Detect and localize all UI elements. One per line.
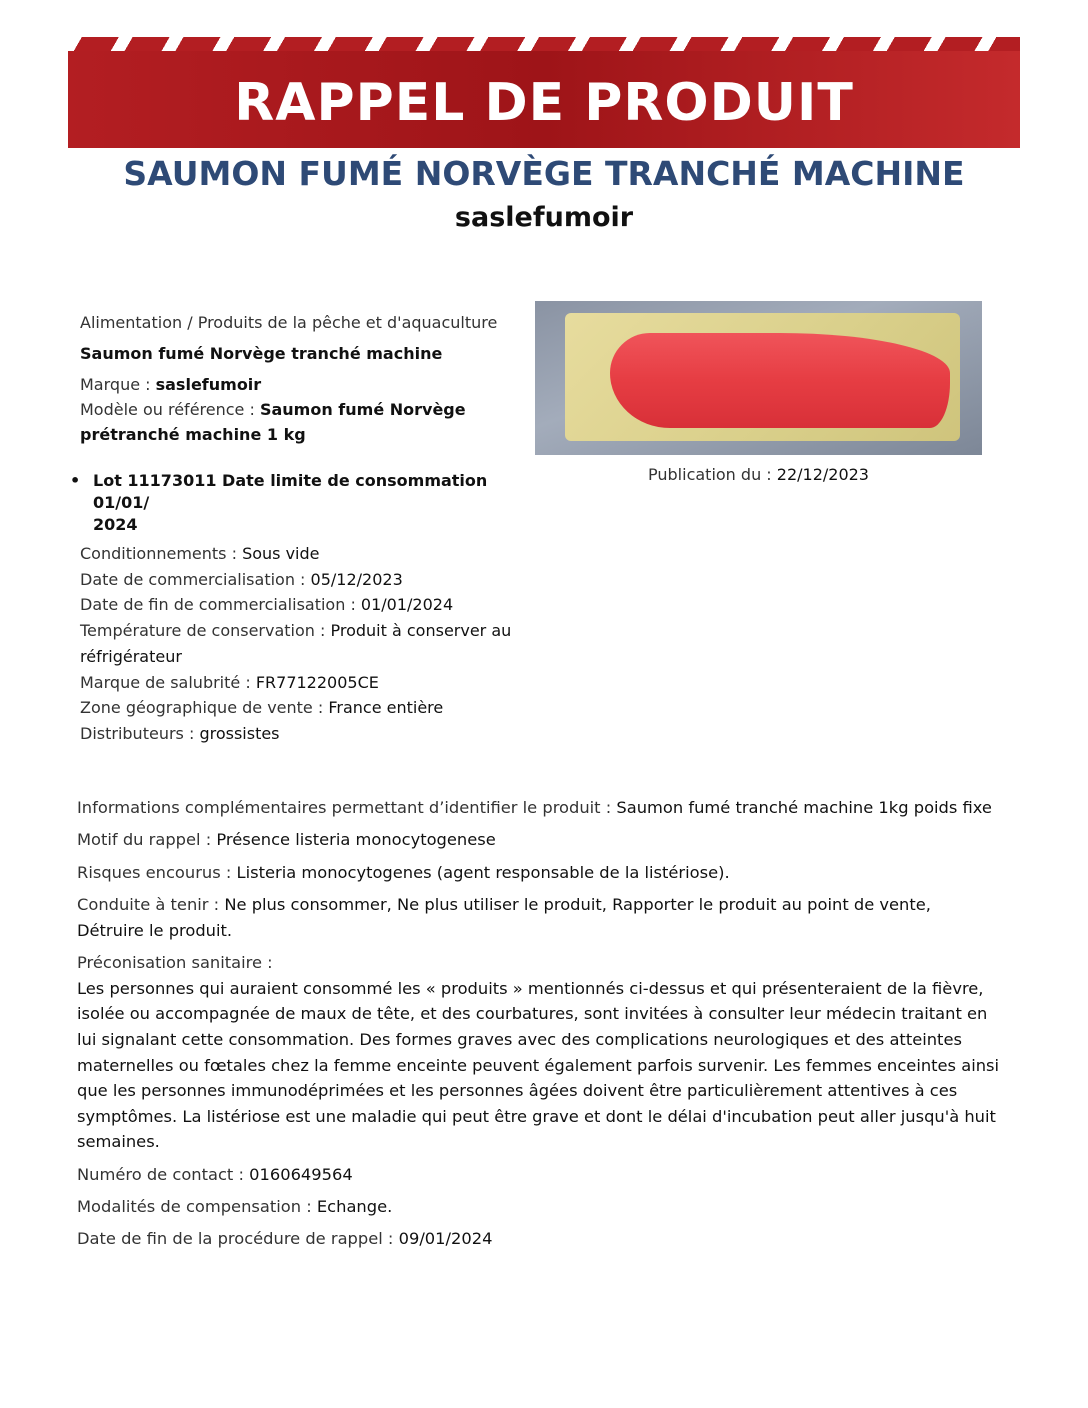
sale-end-row: Date de fin de commercialisation : 01/01/2024 [80, 595, 454, 615]
temperature-row-cont: réfrigérateur [80, 646, 182, 666]
bullet-icon: • [70, 471, 81, 490]
distributors-row: Distributeurs : grossistes [80, 723, 280, 743]
banner-stripes [68, 37, 1020, 51]
packaging-row: Conditionnements : Sous vide [80, 544, 320, 563]
model-row: Modèle ou référence : Saumon fumé Norvège [80, 400, 466, 419]
temperature-row: Température de conservation : Produit à conserver au [80, 621, 512, 641]
compensation-row: Modalités de compensation : Echange. [77, 1197, 393, 1217]
salmon-fillet-image [610, 333, 950, 428]
product-summary [80, 310, 520, 447]
brand-row: Marque : saslefumoir [80, 375, 262, 394]
model-row-cont: prétranché machine 1 kg [80, 425, 306, 444]
product-name: Saumon fumé Norvège tranché machine [80, 344, 443, 363]
product-photo [535, 301, 982, 455]
contact-row: Numéro de contact : 0160649564 [77, 1164, 353, 1184]
conduct-row: Conduite à tenir : Ne plus consommer, Ne plus utiliser le produit, Rapporter le produit au point de vente, Détruire le produit. [77, 895, 931, 940]
zone-row: Zone géographique de vente : France entière [80, 698, 444, 718]
recall-information [77, 795, 1007, 1259]
lot-text: Lot 11173011 Date limite de consommation 01/01/ 2024 [93, 471, 488, 534]
health-mark-row: Marque de salubrité : FR77122005CE [80, 672, 379, 692]
product-details [80, 541, 520, 747]
advice-text: Les personnes qui auraient consommé les « produits » mentionnés ci-dessus et qui présenteraient de la fièvre, isolée ou accompagnée de maux de tête, et des courbatures, sont invitées à consulter leur médecin traitant en lui signalant cette consommation. Des formes graves avec des complications neurologiques et des atteintes maternelles ou fœtales chez la femme enceinte peuvent également parfois survenir. Les femmes enceintes ainsi que les personnes immunodéprimées et les personnes âgées doivent être particulièrement attentives à ces symptômes. La listériose est une maladie qui peut être grave et dont le délai d'incubation peut aller jusqu'à huit semaines. [77, 978, 1000, 1152]
sale-start-row: Date de commercialisation : 05/12/2023 [80, 569, 403, 589]
banner-title: RAPPEL DE PRODUIT [234, 73, 854, 133]
category: Alimentation / Produits de la pêche et d'aquaculture [80, 313, 498, 332]
product-title: SAUMON FUMÉ NORVÈGE TRANCHÉ MACHINE [123, 154, 965, 193]
publication-date: Publication du : 22/12/2023 [648, 465, 869, 484]
recall-banner [68, 37, 1020, 148]
reason-row: Motif du rappel : Présence listeria monocytogenese [77, 830, 496, 850]
brand-title: saslefumoir [454, 202, 634, 233]
advice-label: Préconisation sanitaire : [77, 953, 273, 973]
risk-row: Risques encourus : Listeria monocytogenes (agent responsable de la listériose). [77, 862, 730, 882]
extra-info-row: Informations complémentaires permettant d’identifier le produit : Saumon fumé tranché machine 1kg poids fixe [77, 798, 992, 817]
recall-end-row: Date de fin de la procédure de rappel : 09/01/2024 [77, 1229, 493, 1249]
